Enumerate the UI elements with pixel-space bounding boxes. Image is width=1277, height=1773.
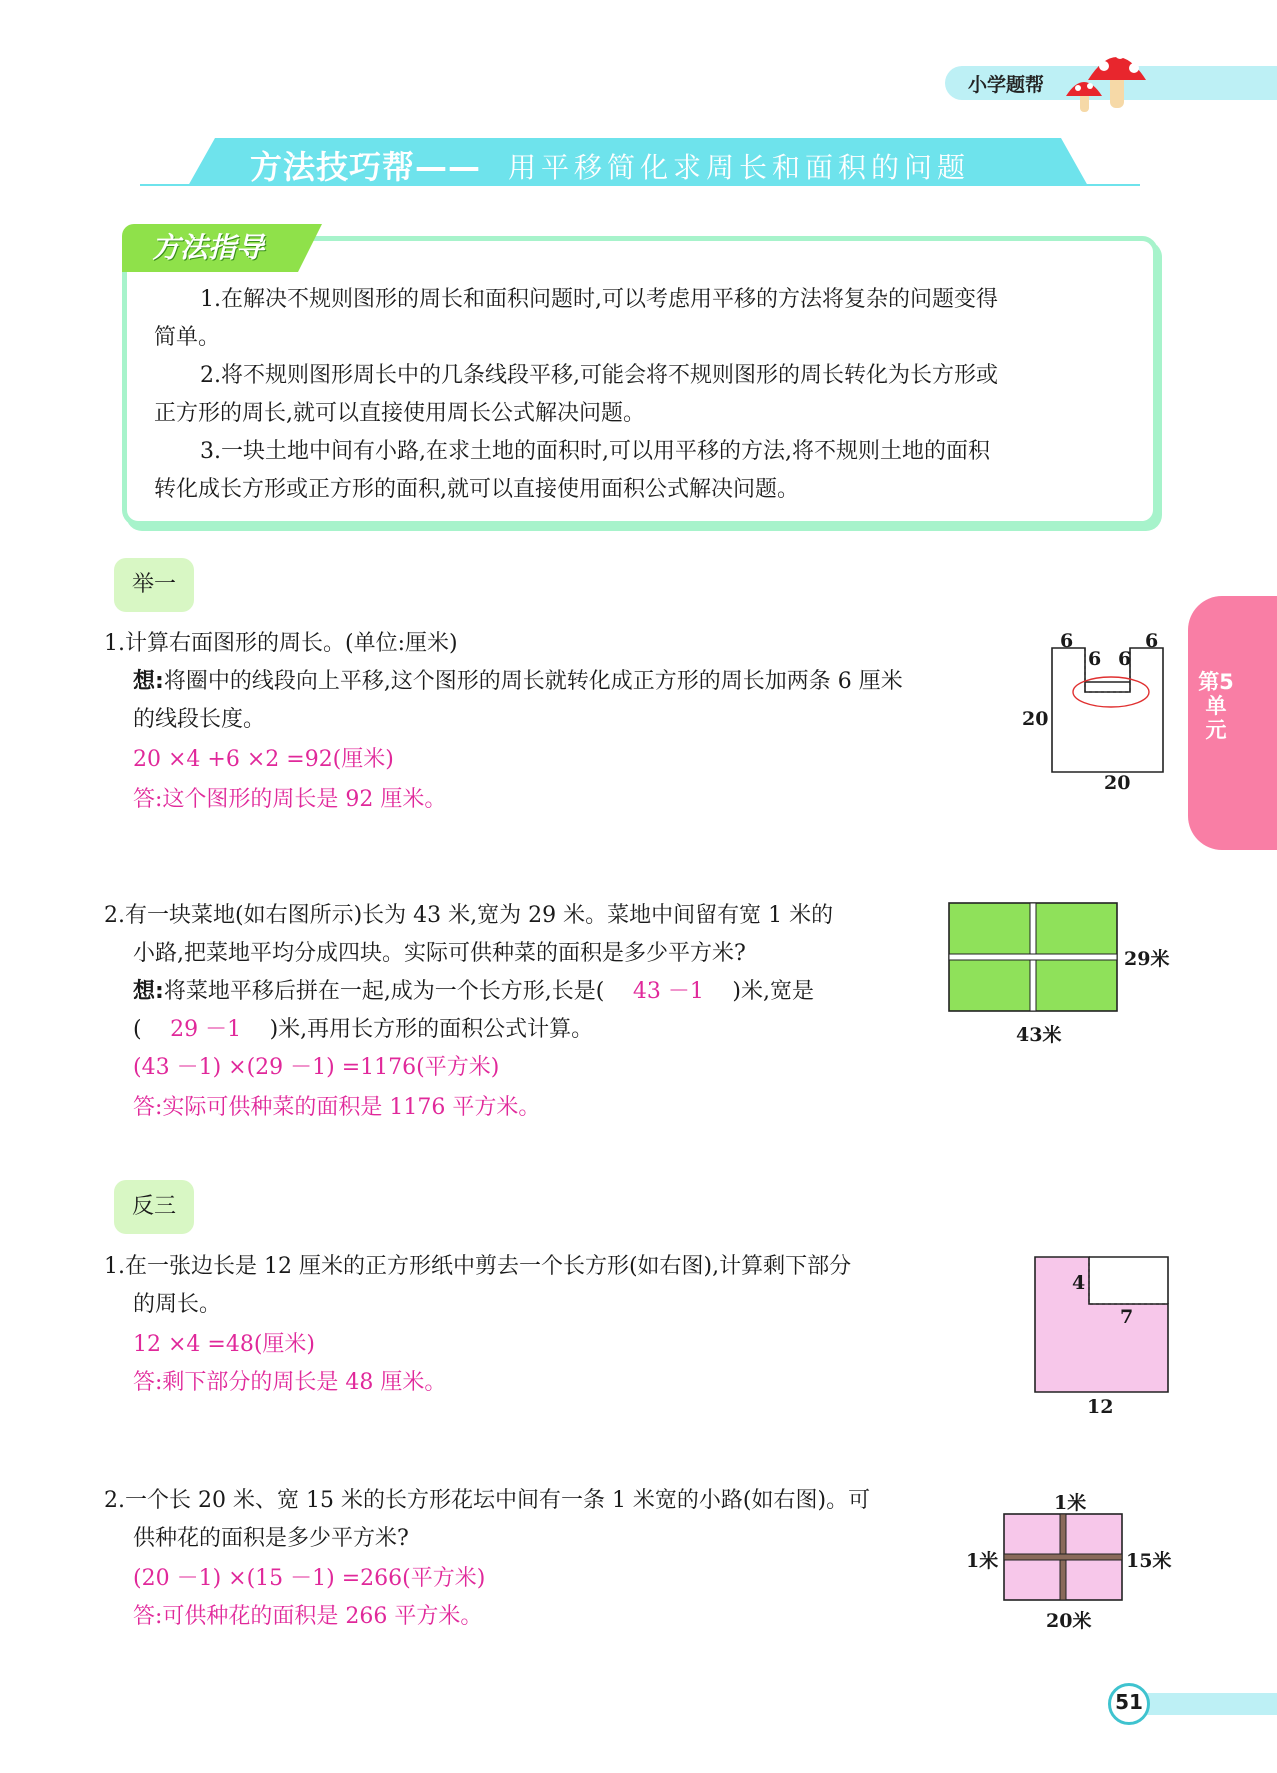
q3-figure [1034, 1256, 1170, 1394]
q1-calc: 20 ×4 +6 ×2 =92(厘米) [133, 747, 394, 772]
q1-label-left: 20 [1022, 708, 1049, 730]
method-line-4: 正方形的周长,就可以直接使用周长公式解决问题。 [154, 401, 645, 426]
q1-label-top-left: 6 [1060, 630, 1074, 652]
q4-label-top: 1米 [1054, 1492, 1087, 1514]
method-tag-label: 方法指导 [152, 231, 265, 264]
section-tag-fansan: 反三 [114, 1180, 194, 1234]
q2-answer: 答:实际可供种菜的面积是 1176 平方米。 [133, 1095, 541, 1120]
q1-think: 想:将圈中的线段向上平移,这个图形的周长就转化成正方形的周长加两条 6 厘米 [133, 669, 903, 694]
q4-label-length: 20米 [1046, 1610, 1092, 1632]
q2-think: 想:将菜地平移后拼在一起,成为一个长方形,长是( 43 －1 )米,宽是 [133, 973, 814, 1011]
q1-think-cont: 的线段长度。 [133, 707, 266, 732]
q1-label-notch-right: 6 [1118, 648, 1132, 670]
header-label: 小学题帮 [968, 74, 1045, 96]
q2-blank-width: 29 －1 [170, 1017, 242, 1042]
mushroom-icon [1060, 40, 1150, 116]
q3-question-cont: 的周长。 [133, 1292, 222, 1317]
q4-question-cont: 供种花的面积是多少平方米? [133, 1526, 409, 1551]
q2-label-length: 43米 [1016, 1024, 1062, 1046]
q4-label-width: 15米 [1126, 1550, 1172, 1572]
q4-question: 2.一个长 20 米、宽 15 米的长方形花坛中间有一条 1 米宽的小路(如右图)。可 [104, 1488, 871, 1513]
method-line-1: 1.在解决不规则图形的周长和面积问题时,可以考虑用平移的方法将复杂的问题变得 [200, 287, 998, 312]
method-line-2: 简单。 [154, 325, 221, 350]
q1-label-notch-left: 6 [1088, 648, 1102, 670]
page-bar [1130, 1693, 1277, 1715]
method-line-5: 3.一块土地中间有小路,在求土地的面积时,可以用平移的方法,将不规则土地的面积 [200, 439, 990, 464]
q3-label-cut-width: 7 [1120, 1306, 1134, 1328]
method-line-3: 2.将不规则图形周长中的几条线段平移,可能会将不规则图形的周长转化为长方形或 [200, 363, 998, 388]
q4-figure [1003, 1513, 1125, 1603]
q3-label-cut-height: 4 [1072, 1272, 1086, 1294]
q1-label-bottom: 20 [1104, 772, 1131, 794]
q2-question-cont: 小路,把菜地平均分成四块。实际可供种菜的面积是多少平方米? [133, 941, 746, 966]
q4-label-left: 1米 [966, 1550, 999, 1572]
q2-label-width: 29米 [1124, 948, 1170, 970]
q3-answer: 答:剩下部分的周长是 48 厘米。 [133, 1370, 447, 1395]
q1-label-top-right: 6 [1145, 630, 1159, 652]
q4-answer: 答:可供种花的面积是 266 平方米。 [133, 1604, 483, 1629]
q2-calc: (43 －1) ×(29 －1) =1176(平方米) [133, 1055, 500, 1080]
q3-label-side: 12 [1087, 1396, 1114, 1418]
q2-question: 2.有一块菜地(如右图所示)长为 43 米,宽为 29 米。菜地中间留有宽 1 米的 [104, 903, 834, 928]
page-number: 51 [1115, 1690, 1143, 1714]
method-line-6: 转化成长方形或正方形的面积,就可以直接使用面积公式解决问题。 [154, 477, 799, 502]
unit-tab-label: 第5单元 [1198, 670, 1234, 742]
q4-calc: (20 －1) ×(15 －1) =266(平方米) [133, 1566, 486, 1591]
q2-think-cont: ( 29 －1 )米,再用长方形的面积公式计算。 [133, 1011, 593, 1049]
title-main: 方法技巧帮—— [250, 148, 482, 186]
section-tag-juyi: 举一 [114, 558, 194, 612]
q2-blank-length: 43 －1 [632, 979, 704, 1004]
q1-answer: 答:这个图形的周长是 92 厘米。 [133, 787, 447, 812]
q3-question: 1.在一张边长是 12 厘米的正方形纸中剪去一个长方形(如右图),计算剩下部分 [104, 1254, 852, 1279]
q3-calc: 12 ×4 =48(厘米) [133, 1332, 316, 1357]
title-sub: 用平移简化求周长和面积的问题 [508, 151, 971, 184]
q1-question: 1.计算右面图形的周长。(单位:厘米) [104, 631, 458, 656]
q2-figure [948, 902, 1120, 1014]
